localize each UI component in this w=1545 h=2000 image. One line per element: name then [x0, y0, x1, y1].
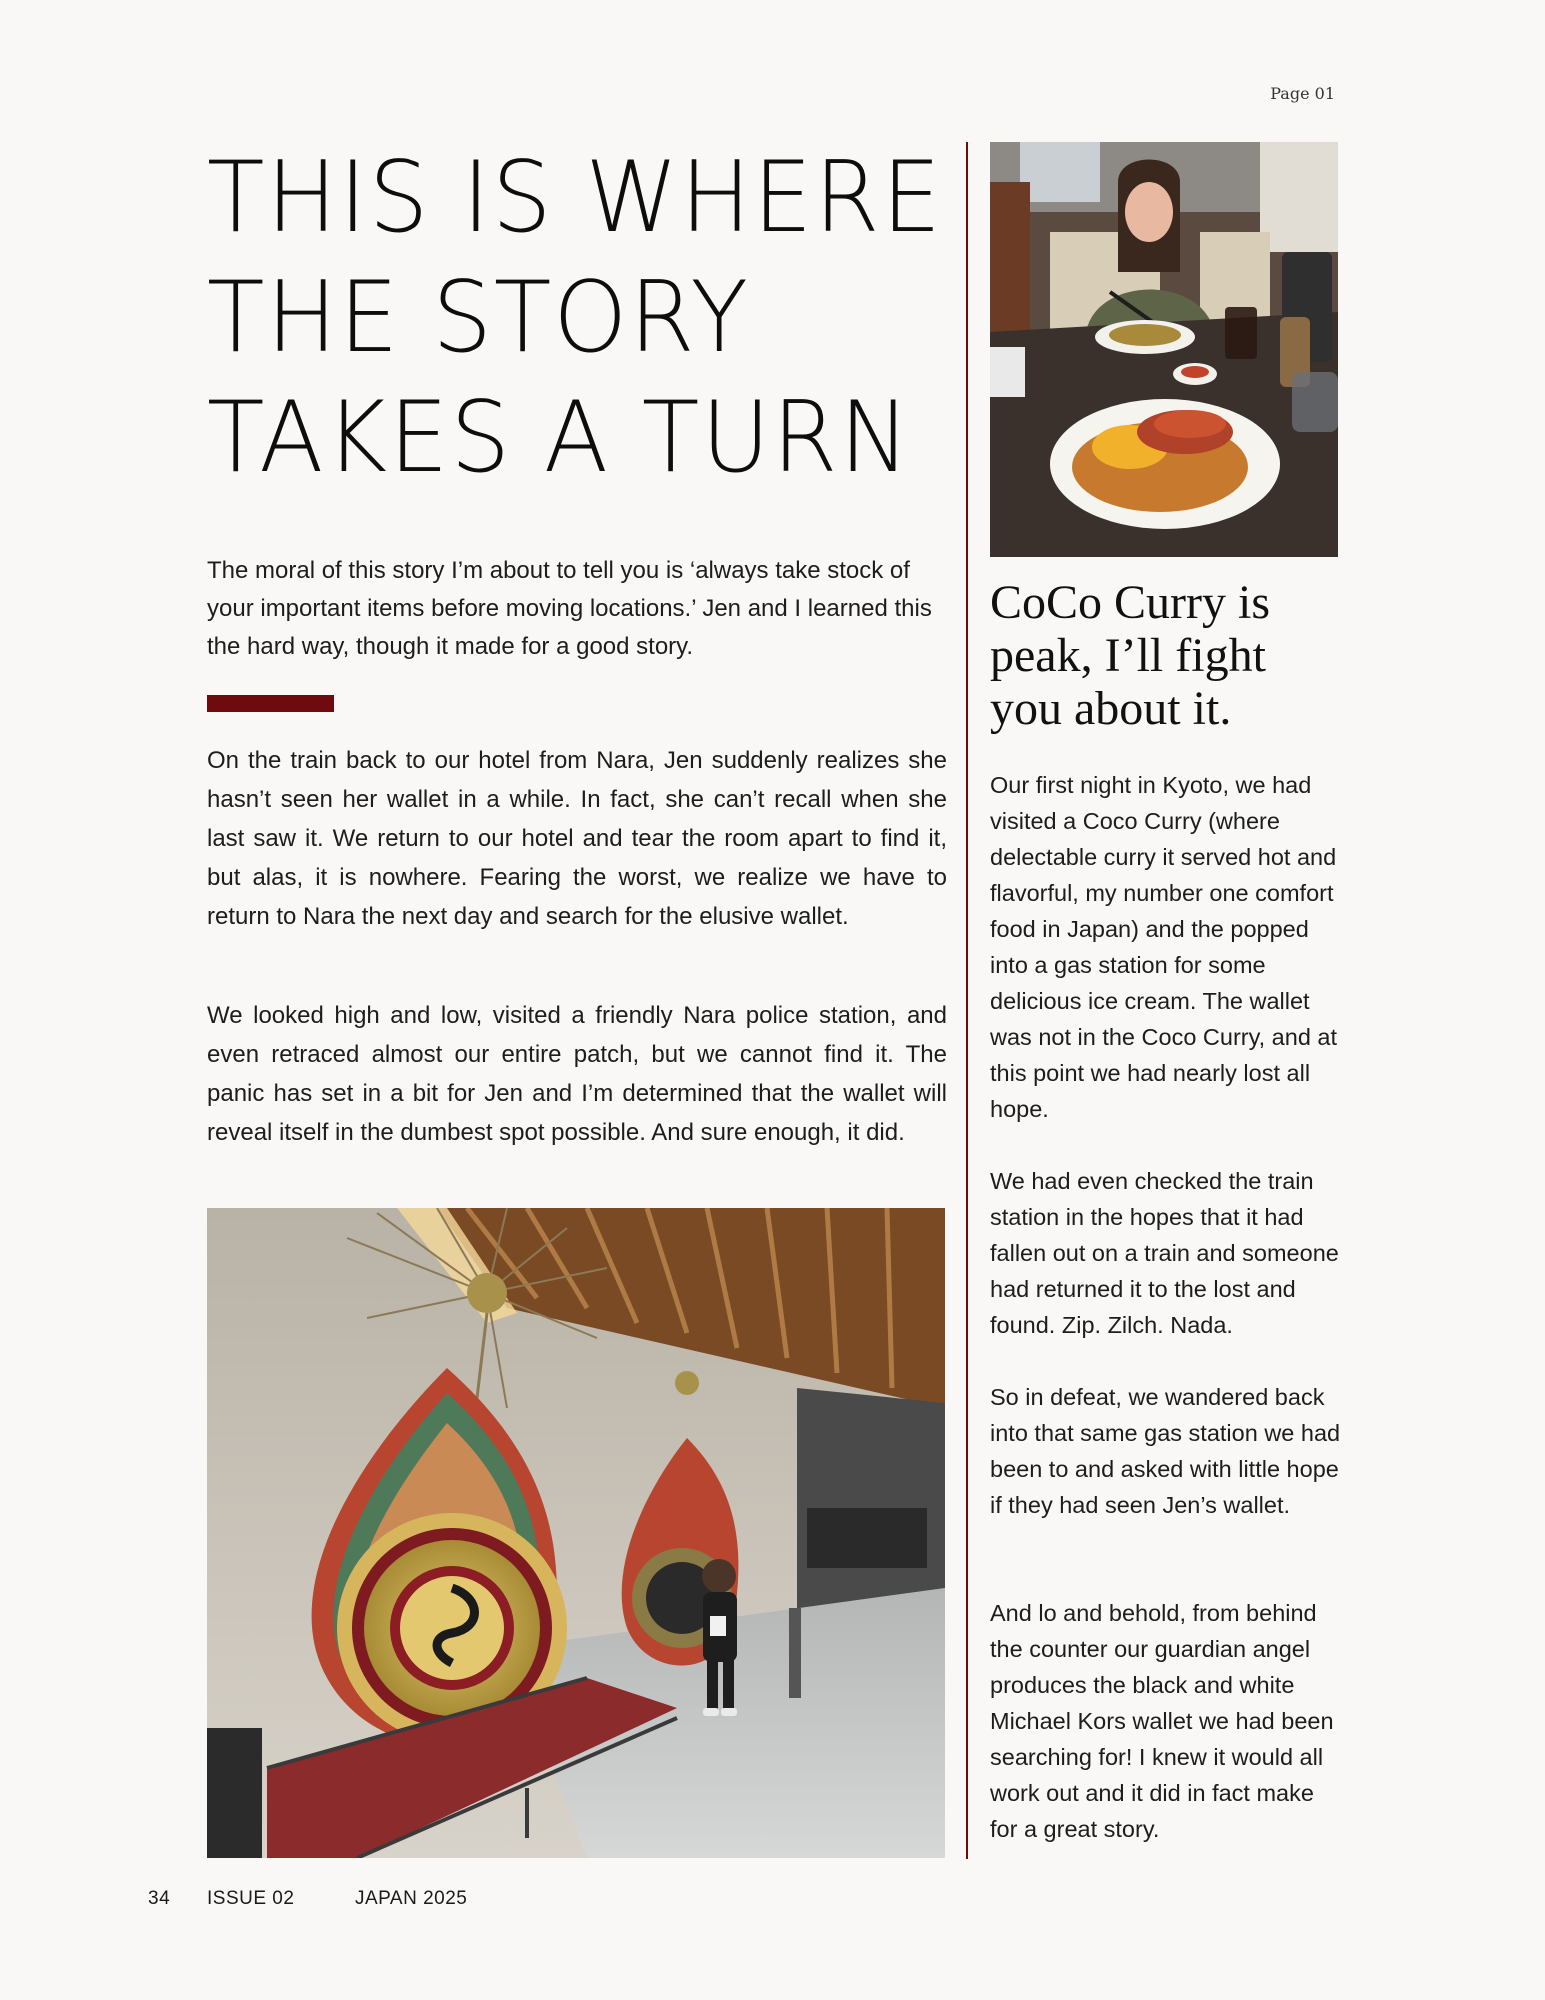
sidebar-paragraph-3: So in defeat, we wandered back into that same gas station we had been to and asked with little hope if they had seen Jen’s wallet. — [990, 1384, 1341, 1518]
article-intro: The moral of this story I’m about to tell you is ‘always take stock of your important items before moving locations.’ Jen and I learned this the hard way, though it made for a good story. — [207, 557, 932, 660]
article-paragraph-1: On the train back to our hotel from Nara, Jen suddenly realizes she hasn’t seen her wallet in a while. In fact, she can’t recall when she last saw it. We return to our hotel and tear the room apart to find it, but alas, it is nowhere. Fearing the worst, we realize we have to return to Nara the next day and search for the elusive wallet. — [207, 747, 947, 930]
sidebar-heading: CoCo Curry is peak, I’ll fight you about it. — [990, 576, 1271, 735]
page-label: Page 01 — [1270, 84, 1335, 103]
sidebar-paragraph-4: And lo and behold, from behind the counter our guardian angel produces the black and white Michael Kors wallet we had been searching for! I knew it would all work out and it did in fact make for a great story. — [990, 1600, 1334, 1842]
curry-dinner-photo — [990, 142, 1338, 557]
headline-line-2: THE STORY — [207, 261, 750, 375]
headline-line-3: TAKES A TURN — [207, 381, 912, 495]
issue-label: ISSUE 02 — [207, 1888, 295, 1909]
sidebar-paragraph-1: Our first night in Kyoto, we had visited a Coco Curry (where delectable curry it served hot and flavorful, my number one comfort food in Japan) and the popped into a gas station for some delicious ice cream. The wallet was not in the Coco Curry, and at this point we had nearly lost all hope. — [990, 772, 1338, 1122]
article-headline — [207, 138, 967, 498]
museum-drum-photo — [207, 1208, 945, 1858]
article-paragraph-2: We looked high and low, visited a friendly Nara police station, and even retraced almost our entire patch, but we cannot find it. The panic has set in a bit for Jen and I’m determined that the wallet will reveal itself in the dumbest spot possible. And sure enough, it did. — [207, 1002, 947, 1146]
accent-rule — [207, 695, 334, 712]
sidebar-paragraph-2: We had even checked the train station in the hopes that it had fallen out on a train and someone had returned it to the lost and found. Zip. Zilch. Nada. — [990, 1168, 1339, 1338]
headline-line-1: THIS IS WHERE — [207, 141, 943, 255]
edition-label: JAPAN 2025 — [355, 1888, 468, 1909]
page-number: 34 — [148, 1888, 171, 1909]
column-divider — [966, 142, 968, 1859]
